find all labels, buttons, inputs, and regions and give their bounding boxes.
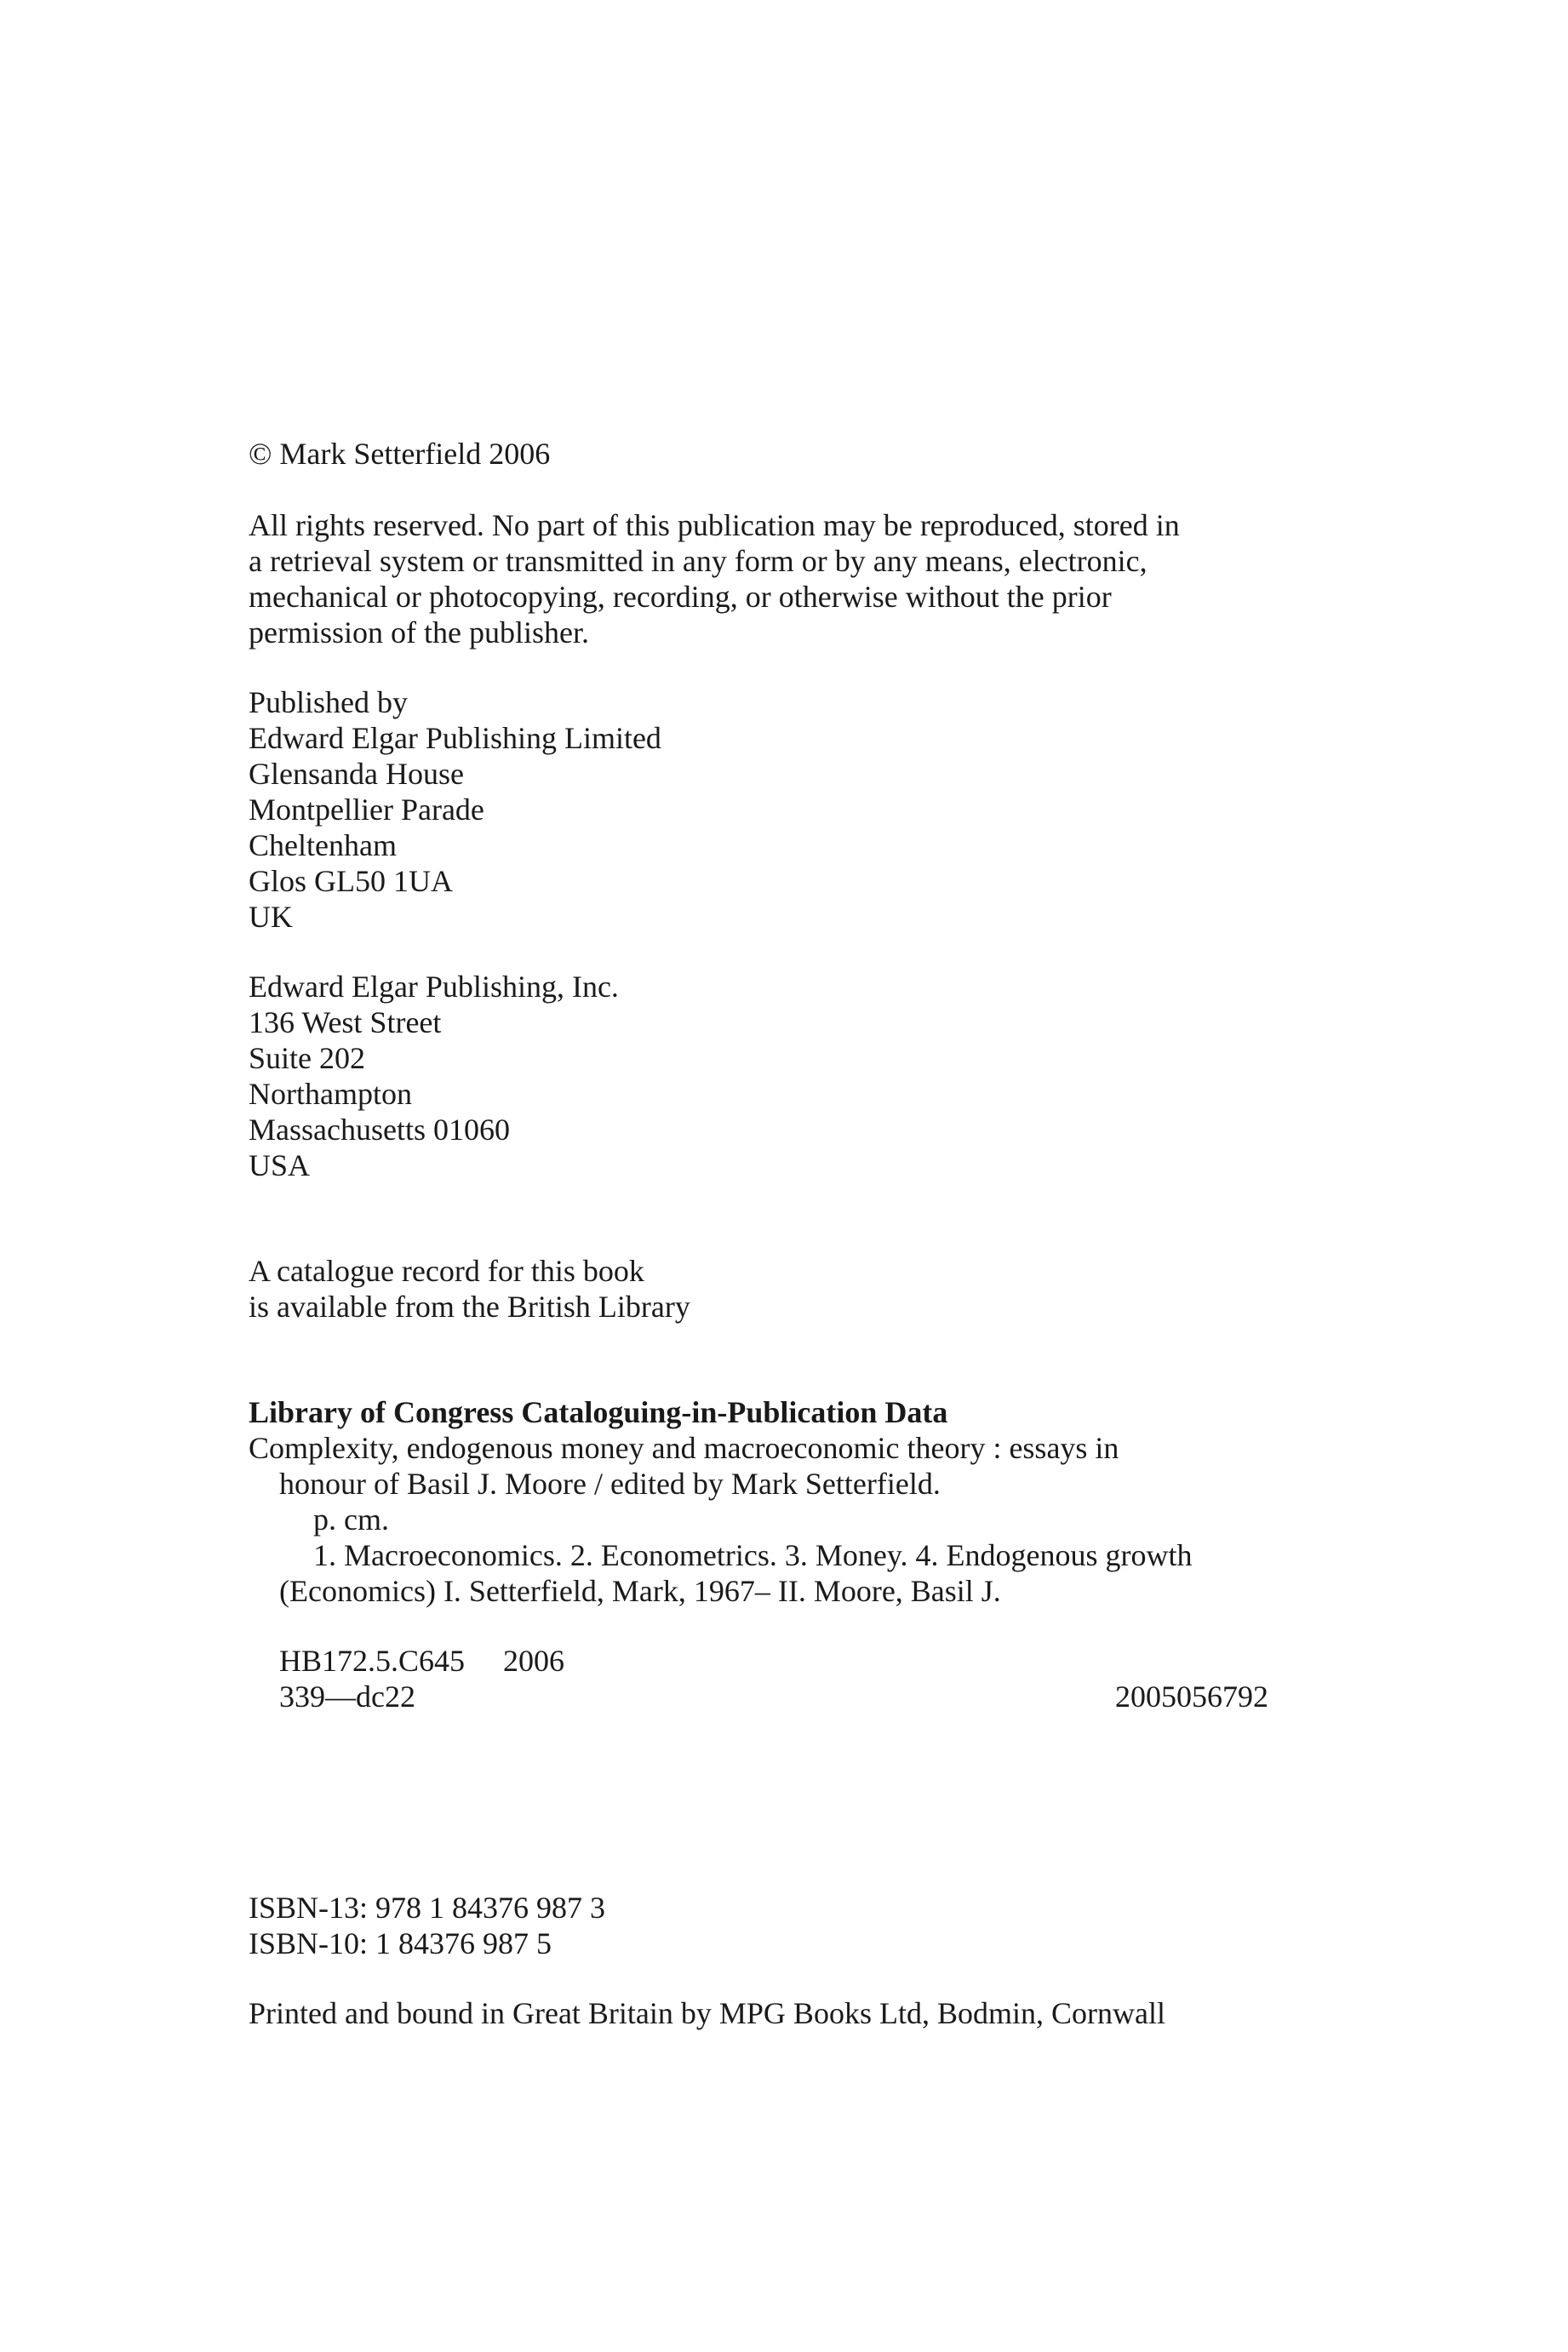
isbn-line: ISBN-10: 1 84376 987 5: [249, 1926, 552, 1960]
rights-line: mechanical or photocopying, recording, or otherwise without the prior: [249, 580, 1112, 614]
publisher-us-line: Edward Elgar Publishing, Inc.: [249, 970, 619, 1004]
publisher-uk-line: Published by: [249, 685, 409, 719]
publisher-us-line: 136 West Street: [249, 1005, 442, 1039]
rights-line: All rights reserved. No part of this publication may be reproduced, stored in: [249, 508, 1180, 542]
loc-subjects-line: 1. Macroeconomics. 2. Econometrics. 3. Money. 4. Endogenous growth: [313, 1538, 1193, 1572]
british-library-line: is available from the British Library: [249, 1290, 690, 1324]
loc-call-number: HB172.5.C645 2006: [279, 1644, 565, 1678]
publisher-uk-line: Glensanda House: [249, 757, 464, 791]
printed-line: Printed and bound in Great Britain by MPG Books Ltd, Bodmin, Cornwall: [249, 1996, 1165, 2030]
publisher-us-line: Suite 202: [249, 1041, 366, 1075]
isbn-line: ISBN-13: 978 1 84376 987 3: [249, 1891, 606, 1925]
publisher-uk-line: Montpellier Parade: [249, 793, 484, 827]
rights-line: a retrieval system or transmitted in any form or by any means, electronic,: [249, 544, 1147, 578]
publisher-uk-line: Glos GL50 1UA: [249, 864, 453, 898]
loc-subjects-line: (Economics) I. Setterfield, Mark, 1967– II. Moore, Basil J.: [279, 1574, 1001, 1608]
british-library-line: A catalogue record for this book: [249, 1254, 644, 1288]
loc-pcm: p. cm.: [313, 1502, 389, 1537]
rights-line: permission of the publisher.: [249, 615, 589, 650]
loc-title-line: honour of Basil J. Moore / edited by Mark Setterfield.: [279, 1467, 941, 1501]
publisher-us-line: Northampton: [249, 1077, 412, 1111]
loc-title-line: Complexity, endogenous money and macroeconomic theory : essays in: [249, 1431, 1119, 1465]
publisher-us-line: Massachusetts 01060: [249, 1113, 510, 1147]
publisher-uk-line: UK: [249, 900, 293, 934]
publisher-us-line: USA: [249, 1148, 311, 1182]
publisher-uk-line: Edward Elgar Publishing Limited: [249, 721, 661, 755]
loc-lccn: 2005056792: [1115, 1680, 1268, 1714]
publisher-uk-line: Cheltenham: [249, 828, 397, 862]
loc-dewey: 339—dc22: [279, 1680, 415, 1714]
loc-heading: Library of Congress Cataloguing-in-Publication Data: [249, 1395, 948, 1429]
copyright-line: © Mark Setterfield 2006: [249, 437, 551, 471]
